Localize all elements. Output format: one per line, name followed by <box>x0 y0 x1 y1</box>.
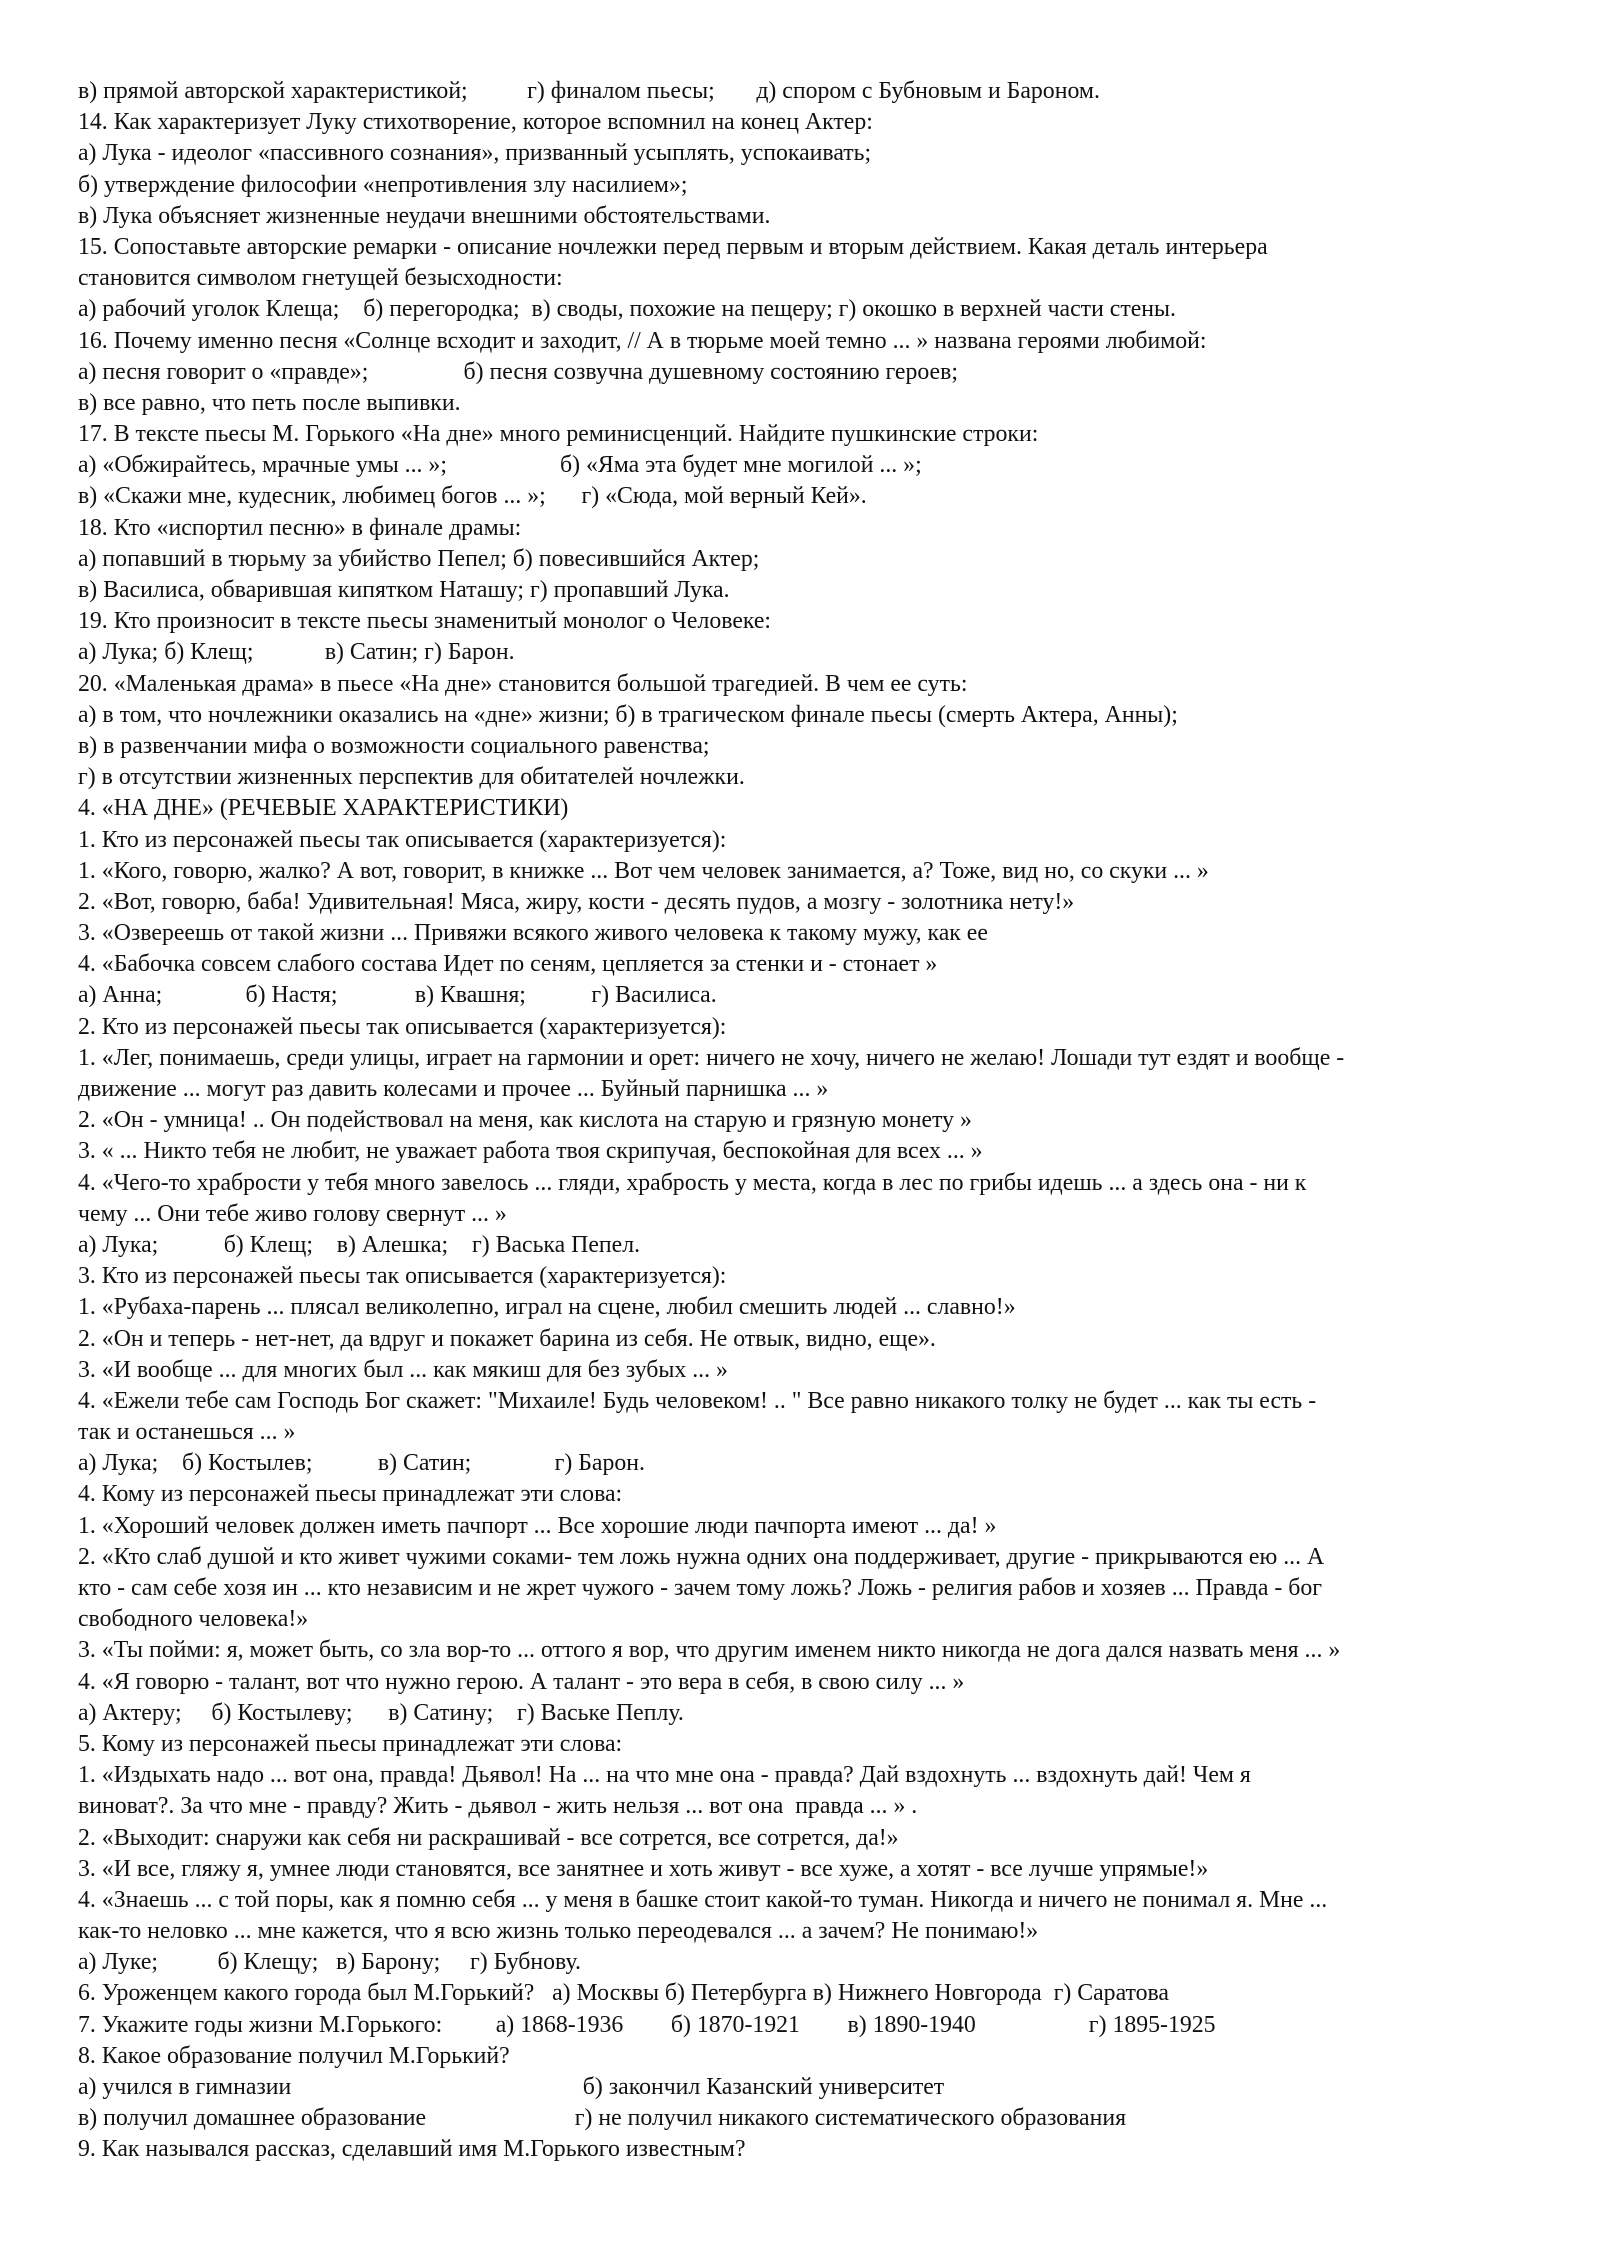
text-line: в) «Скажи мне, кудесник, любимец богов ... »; г) «Сюда, мой верный Кей». <box>78 483 867 510</box>
text-line: 18. Кто «испортил песню» в финале драмы: <box>78 514 522 541</box>
text-line: а) Луке; б) Клещу; в) Барону; г) Бубнову. <box>78 1949 581 1976</box>
text-line: а) Лука - идеолог «пассивного сознания», призванный усыплять, успокаивать; <box>78 140 872 167</box>
text-line: 1. «Хороший человек должен иметь пачпорт ... Все хорошие люди пачпорта имеют ... да! » <box>78 1512 997 1539</box>
text-line: 2. «Он и теперь - нет-нет, да вдруг и покажет барина из себя. Не отвык, видно, еще». <box>78 1325 936 1352</box>
text-line: 4. «Знаешь ... с той поры, как я помню себя ... у меня в башке стоит какой-то туман. Никогда и ничего не понимал я. Мне ... <box>78 1886 1328 1913</box>
text-line: г) в отсутствии жизненных перспектив для обитателей ночлежки. <box>78 764 745 791</box>
text-line: 6. Уроженцем какого города был М.Горький? а) Москвы б) Петербурга в) Нижнего Новгорода г) Саратова <box>78 1980 1169 2007</box>
text-line: а) песня говорит о «правде»; б) песня созвучна душевному состоянию героев; <box>78 358 958 385</box>
text-line: 3. « ... Никто тебя не любит, не уважает работа твоя скрипучая, беспокойная для всех ... » <box>78 1138 983 1165</box>
text-line: 3. «И вообще ... для многих был ... как мякиш для без зубых ... » <box>78 1356 728 1383</box>
text-line: 14. Как характеризует Луку стихотворение, которое вспомнил на конец Актер: <box>78 109 873 136</box>
text-line: а) «Обжирайтесь, мрачные умы ... »; б) «Яма эта будет мне могилой ... »; <box>78 452 922 479</box>
text-line: 19. Кто произносит в тексте пьесы знаменитый монолог о Человеке: <box>78 608 772 635</box>
document-page <box>78 76 1538 2166</box>
text-line: 16. Почему именно песня «Солнце всходит и заходит, // А в тюрьме моей темно ... » названа героями любимой: <box>78 327 1207 354</box>
text-line: 2. Кто из персонажей пьесы так описывается (характеризуется): <box>78 1013 727 1040</box>
text-line: 4. «Я говорю - талант, вот что нужно герою. А талант - это вера в себя, в свою силу ... » <box>78 1668 965 1695</box>
text-line: а) Анна; б) Настя; в) Квашня; г) Василиса. <box>78 982 717 1009</box>
text-line: виноват?. За что мне - правду? Жить - дьявол - жить нельзя ... вот она правда ... » . <box>78 1793 918 1820</box>
text-line: 20. «Маленькая драма» в пьесе «На дне» становится большой трагедией. В чем ее суть: <box>78 670 968 697</box>
text-line: кто - сам себе хозя ин ... кто независим и не жрет чужого - зачем тому ложь? Ложь - религия рабов и хозяев ... Правда - бог <box>78 1575 1323 1601</box>
text-line: 1. «Рубаха-парень ... плясал великолепно, играл на сцене, любил смешить людей ... славно!» <box>78 1294 1016 1321</box>
text-line: в) Лука объясняет жизненные неудачи внешними обстоятельствами. <box>78 202 771 229</box>
text-line: 7. Укажите годы жизни М.Горького: а) 1868-1936 б) 1870-1921 в) 1890-1940 г) 1895-1925 <box>78 2011 1216 2038</box>
text-line: 2. «Он - умница! .. Он подействовал на меня, как кислота на старую и грязную монету » <box>78 1107 972 1134</box>
text-line: в) все равно, что петь после выпивки. <box>78 389 461 416</box>
text-line: а) Лука; б) Клещ; в) Алешка; г) Васька Пепел. <box>78 1231 641 1258</box>
text-line: свободного человека!» <box>78 1606 309 1633</box>
text-line: 1. «Кого, говорю, жалко? А вот, говорит, в книжке ... Вот чем человек занимается, а? Тоже, вид но, со скуки ... » <box>78 857 1209 884</box>
text-line: 4. «НА ДНЕ» (РЕЧЕВЫЕ ХАРАКТЕРИСТИКИ) <box>78 795 569 822</box>
text-line: 4. Кому из персонажей пьесы принадлежат эти слова: <box>78 1481 623 1508</box>
text-line: 1. «Лег, понимаешь, среди улицы, играет на гармонии и орет: ничего не хочу, ничего не желаю! Лошади тут ездят и вообще - <box>78 1044 1345 1071</box>
text-line: а) Лука; б) Костылев; в) Сатин; г) Барон. <box>78 1450 645 1477</box>
text-line: 9. Как назывался рассказ, сделавший имя М.Горького известным? <box>78 2136 746 2163</box>
text-line: 3. «И все, гляжу я, умнее люди становятся, все занятнее и хоть живут - все хуже, а хотят - все лучше упрямые!» <box>78 1855 1209 1882</box>
text-line: 4. «Ежели тебе сам Господь Бог скажет: "Михаиле! Будь человеком! .. " Все равно никакого толку не будет ... как ты есть - <box>78 1387 1317 1414</box>
text-line: в) в развенчании мифа о возможности социального равенства; <box>78 732 710 759</box>
text-line: а) в том, что ночлежники оказались на «дне» жизни; б) в трагическом финале пьесы (смерть Актера, Анны); <box>78 701 1178 728</box>
text-line: в) прямой авторской характеристикой; г) финалом пьесы; д) спором с Бубновым и Бароном. <box>78 78 1100 104</box>
text-line: б) утверждение философии «непротивления злу насилием»; <box>78 171 688 198</box>
text-line: 2. «Выходит: снаружи как себя ни раскрашивай - все сотрется, все сотрется, да!» <box>78 1824 899 1851</box>
text-line: в) получил домашнее образование г) не получил никакого систематического образования <box>78 2105 1127 2132</box>
text-line: а) рабочий уголок Клеща; б) перегородка; в) своды, похожие на пещеру; г) окошко в верхней части стены. <box>78 296 1176 323</box>
text-line: 4. «Бабочка совсем слабого состава Идет по сеням, цепляется за стенки и - стонает » <box>78 951 938 978</box>
text-line: 2. «Кто слаб душой и кто живет чужими соками- тем ложь нужна одних она поддерживает, другие - прикрываются ею ... А <box>78 1543 1325 1570</box>
text-line: а) Актеру; б) Костылеву; в) Сатину; г) Ваське Пеплу. <box>78 1699 684 1726</box>
text-line: 1. Кто из персонажей пьесы так описывается (характеризуется): <box>78 826 727 853</box>
text-line: в) Василиса, обварившая кипятком Наташу; г) пропавший Лука. <box>78 577 730 603</box>
text-line: 5. Кому из персонажей пьесы принадлежат эти слова: <box>78 1730 623 1757</box>
text-line: 2. «Вот, говорю, баба! Удивительная! Мяса, жиру, кости - десять пудов, а мозгу - золотника нету!» <box>78 888 1075 915</box>
text-line: а) попавший в тюрьму за убийство Пепел; б) повесившийся Актер; <box>78 545 760 572</box>
text-line: как-то неловко ... мне кажется, что я всю жизнь только переодевался ... а зачем? Не понимаю!» <box>78 1918 1039 1945</box>
text-line: а) учился в гимназии б) закончил Казанский университет <box>78 2074 945 2100</box>
text-line: движение ... могут раз давить колесами и прочее ... Буйный парнишка ... » <box>78 1076 829 1102</box>
text-line: чему ... Они тебе живо голову свернут ... » <box>78 1200 507 1227</box>
text-line: 3. «Ты пойми: я, может быть, со зла вор-то ... оттого я вор, что другим именем никто никогда не дога дался назвать меня ... » <box>78 1637 1341 1664</box>
text-line: а) Лука; б) Клещ; в) Сатин; г) Барон. <box>78 639 515 666</box>
text-line: 8. Какое образование получил М.Горький? <box>78 2042 510 2069</box>
text-line: так и останешься ... » <box>78 1419 296 1446</box>
text-line: 3. Кто из персонажей пьесы так описывается (характеризуется): <box>78 1263 727 1290</box>
text-line: 1. «Издыхать надо ... вот она, правда! Дьявол! На ... на что мне она - правда? Дай вздохнуть ... вздохнуть дай! Чем я <box>78 1762 1251 1789</box>
text-line: становится символом гнетущей безысходности: <box>78 265 563 292</box>
text-line: 15. Сопоставьте авторские ремарки - описание ночлежки перед первым и вторым действием. Какая деталь интерьера <box>78 233 1268 260</box>
text-line: 4. «Чего-то храбрости у тебя много завелось ... гляди, храбрость у места, когда в лес по грибы идешь ... а здесь она - ни к <box>78 1169 1307 1196</box>
text-line: 17. В тексте пьесы М. Горького «На дне» много реминисценций. Найдите пушкинские строки: <box>78 421 1039 448</box>
text-line: 3. «Озвереешь от такой жизни ... Привяжи всякого живого человека к такому мужу, как ее <box>78 920 988 947</box>
